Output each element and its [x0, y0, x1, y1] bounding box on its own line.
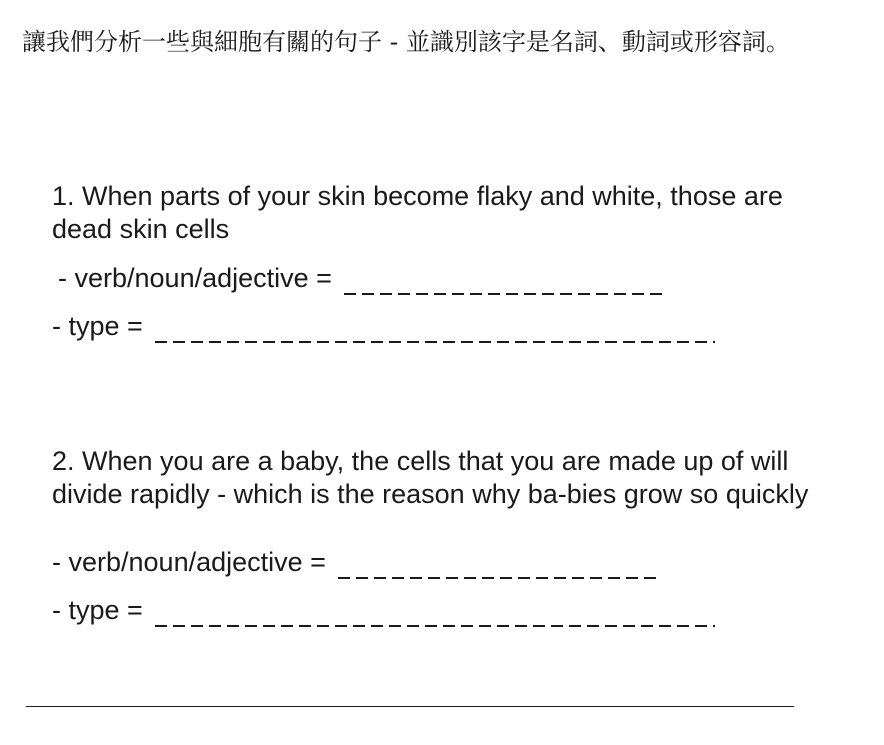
question-1-type-label: - type =	[52, 311, 143, 341]
question-1-type-answer-blank[interactable]	[155, 319, 715, 343]
question-2-type-row	[52, 594, 715, 627]
question-1-sentence: 1. When parts of your skin become flaky and white, those are dead skin cells	[52, 181, 783, 244]
question-1-type-row	[52, 310, 715, 343]
question-2-sentence: 2. When you are a baby, the cells that you are made up of will divide rapidly - which is the reason why ba-bies grow so quickly	[52, 446, 809, 509]
instructions-text: 讓我們分析一些與細胞有關的句子 - 並識別該字是名詞、動詞或形容詞。	[22, 28, 790, 56]
question-1-pos-row	[58, 262, 664, 295]
question-1-pos-label: - verb/noun/adjective =	[58, 263, 332, 293]
bottom-divider	[26, 706, 794, 707]
question-2-pos-label: - verb/noun/adjective =	[52, 547, 326, 577]
question-2-pos-row	[52, 546, 656, 579]
question-2-type-label: - type =	[52, 595, 143, 625]
question-1-pos-answer-blank[interactable]	[344, 271, 664, 295]
question-2-type-answer-blank[interactable]	[155, 603, 715, 627]
question-2-pos-answer-blank[interactable]	[338, 555, 656, 579]
